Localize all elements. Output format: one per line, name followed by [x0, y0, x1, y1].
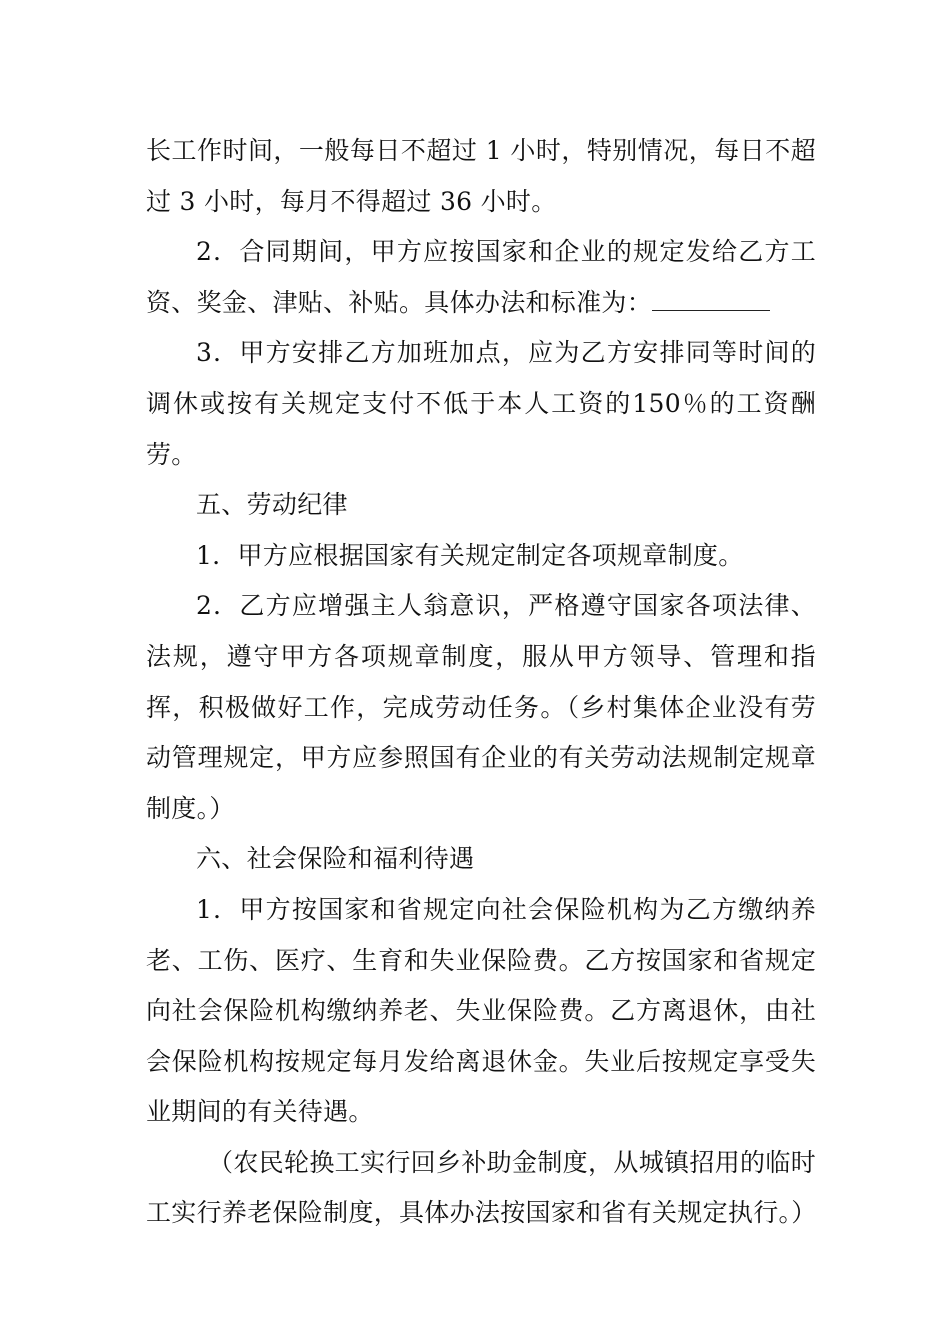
document-page [146, 126, 816, 1239]
paragraph-overtime-limit: 长工作时间，一般每日不超过 1 小时，特别情况，每日不超过 3 小时，每月不得超过 36 小时。 [146, 136, 816, 216]
paragraph-rules: 1．甲方应根据国家有关规定制定各项规章制度。 [196, 540, 744, 570]
paragraph-insurance: 1．甲方按国家和省规定向社会保险机构为乙方缴纳养老、工伤、医疗、生育和失业保险费。乙方按国家和省规定向社会保险机构缴纳养老、失业保险费。乙方离退休，由社会保险机构按规定每月发给离退休金。失业后按规定享受失业期间的有关待遇。 [146, 894, 816, 1127]
paragraph-overtime-pay: 3．甲方安排乙方加班加点，应为乙方安排同等时间的调休或按有关规定支付不低于本人工资的150％的工资酬劳。 [146, 338, 816, 469]
paragraph-wages-text: 2．合同期间，甲方应按国家和企业的规定发给乙方工资、奖金、津贴、补贴。具体办法和标准为： [146, 237, 816, 317]
fill-in-blank-line [652, 290, 770, 311]
paragraph-employee-obligations: 2．乙方应增强主人翁意识，严格遵守国家各项法律、法规，遵守甲方各项规章制度，服从甲方领导、管理和指挥，积极做好工作，完成劳动任务。（乡村集体企业没有劳动管理规定，甲方应参照国有企业的有关劳动法规制定规章制度。） [146, 591, 816, 823]
paragraph-rural-workers-note: （农民轮换工实行回乡补助金制度，从城镇招用的临时工实行养老保险制度，具体办法按国家和省有关规定执行。） [146, 1147, 817, 1228]
section-heading-labor-discipline: 五、劳动纪律 [196, 490, 348, 520]
paragraph-wages [146, 227, 816, 328]
section-heading-social-insurance: 六、社会保险和福利待遇 [196, 844, 475, 874]
